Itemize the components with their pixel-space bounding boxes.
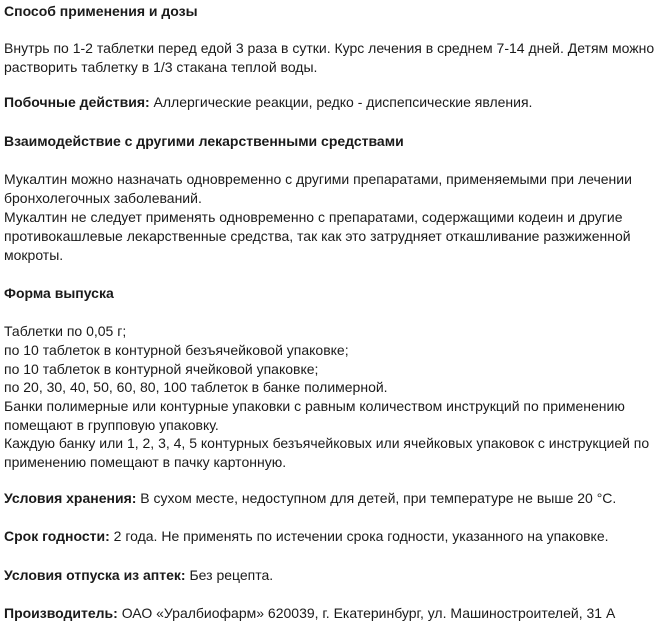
release-form-line-1: Таблетки по 0,05 г; [4,323,127,339]
interaction-text-line-1: Мукалтин можно назначать одновременно с другими препаратами, применяемыми при лечении [4,171,632,187]
side-effects-paragraph [4,93,532,111]
release-form-line-8: применению помещают в пачку картонную. [4,454,287,470]
interaction-text-line-4: противокашлевые лекарственные средства, так как это затрудняет откашливание разжиженной [4,228,631,244]
release-form-line-4: по 20, 30, 40, 50, 60, 80, 100 таблеток в банке полимерной. [4,379,388,395]
manufacturer-label: Производитель: [4,605,118,621]
release-form-line-6: помещают в групповую упаковку. [4,417,219,433]
dispensing-text: Без рецепта. [185,567,274,583]
interaction-text-line-5: мокроты. [4,247,64,263]
manufacturer-text: ОАО «Уралбиофарм» 620039, г. Екатеринбург, ул. Машиностроителей, 31 А [117,605,616,621]
release-form-line-2: по 10 таблеток в контурной безъячейковой упаковке; [4,342,349,358]
release-form-line-7: Каждую банку или 1, 2, 3, 4, 5 контурных безъячейковых или ячейковых упаковок с инструкцией по [4,435,650,451]
shelf-life-text: 2 года. Не применять по истечении срока годности, указанного на упаковке. [109,528,609,544]
side-effects-text: Аллергические реакции, редко - диспепсические явления. [149,94,533,110]
storage-label: Условия хранения: [4,490,137,506]
dosage-heading: Способ применения и дозы [4,3,198,19]
shelf-life-label: Срок годности: [4,528,110,544]
dosage-text-line-1: Внутрь по 1-2 таблетки перед едой 3 раза в сутки. Курс лечения в среднем 7-14 дней. Детям можно [4,40,655,56]
dosage-text-line-2: растворить таблетку в 1/3 стакана теплой воды. [4,59,318,75]
storage-text: В сухом месте, недоступном для детей, при температуре не выше 20 °C. [136,490,617,506]
dispensing-label: Условия отпуска из аптек: [4,567,186,583]
storage-paragraph [4,489,616,507]
release-form-heading: Форма выпуска [4,285,114,301]
release-form-line-3: по 10 таблеток в контурной ячейковой упаковке; [4,361,319,377]
interaction-heading: Взаимодействие с другими лекарственными средствами [4,133,404,149]
interaction-text-line-3: Мукалтин не следует применять одновременно с препаратами, содержащими кодеин и другие [4,209,623,225]
dispensing-paragraph [4,566,273,584]
shelf-life-paragraph [4,527,609,545]
side-effects-label: Побочные действия: [4,94,150,110]
release-form-line-5: Банки полимерные или контурные упаковки с равным количеством инструкций по применению [4,398,625,414]
manufacturer-paragraph [4,604,615,622]
interaction-text-line-2: бронхолегочных заболеваний. [4,190,202,206]
